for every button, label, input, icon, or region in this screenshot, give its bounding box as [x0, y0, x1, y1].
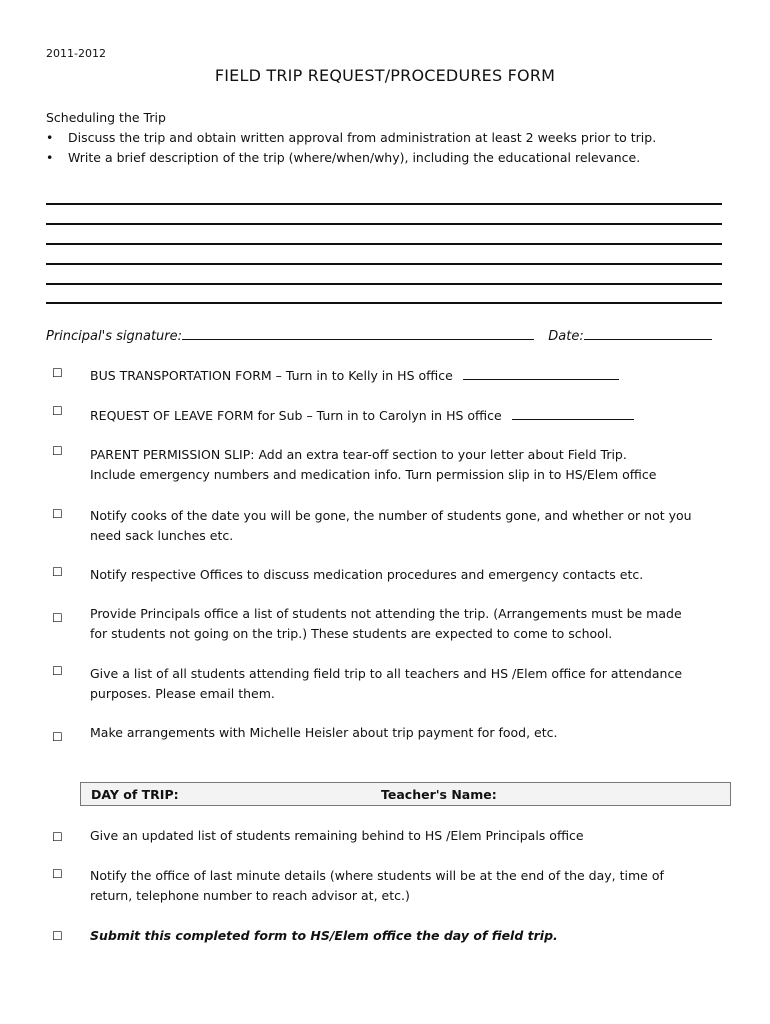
checkbox[interactable]: ☐	[52, 929, 63, 943]
leave-form-blank[interactable]	[512, 407, 634, 420]
checkbox[interactable]: ☐	[52, 444, 63, 458]
checkbox[interactable]: ☐	[52, 404, 63, 418]
scheduling-bullet-1: • Discuss the trip and obtain written approval from administration at least 2 weeks prior to trip.	[46, 130, 657, 145]
description-line-1[interactable]	[46, 203, 722, 205]
school-year: 2011-2012	[46, 47, 106, 60]
description-line-5[interactable]	[46, 283, 722, 285]
bus-form-blank[interactable]	[463, 367, 619, 380]
bullet-glyph: •	[46, 130, 54, 145]
principal-signature-field[interactable]	[182, 326, 534, 340]
checkbox[interactable]: ☐	[52, 867, 63, 881]
checklist-item-updated-list: Give an updated list of students remaining behind to HS /Elem Principals office	[90, 828, 584, 843]
checkbox[interactable]: ☐	[52, 611, 63, 625]
checklist-item-permission-slip: PARENT PERMISSION SLIP: Add an extra tear-off section to your letter about Field Trip. Include emergency numbers and medication info. Turn permission slip in to HS/Elem office	[90, 447, 657, 482]
bullet-glyph: •	[46, 150, 54, 165]
date-field[interactable]	[584, 326, 712, 340]
principal-signature-label: Principal's signature:	[46, 329, 183, 344]
description-line-2[interactable]	[46, 223, 722, 225]
checkbox[interactable]: ☐	[52, 664, 63, 678]
day-of-trip-label: DAY of TRIP:	[91, 787, 179, 802]
checklist-item-bus-form: BUS TRANSPORTATION FORM – Turn in to Kelly in HS office	[90, 366, 730, 386]
checklist-item-principals-list: Provide Principals office a list of students not attending the trip. (Arrangements must be made for students not going on the trip.) These students are expected to come to school.	[90, 606, 682, 641]
checkbox[interactable]: ☐	[52, 366, 63, 380]
teacher-name-label: Teacher's Name:	[381, 787, 497, 802]
form-title: FIELD TRIP REQUEST/PROCEDURES FORM	[214, 66, 556, 85]
checkbox[interactable]: ☐	[52, 830, 63, 844]
checkbox[interactable]: ☐	[52, 565, 63, 579]
checkbox[interactable]: ☐	[52, 730, 63, 744]
checkbox[interactable]: ☐	[52, 507, 63, 521]
description-line-4[interactable]	[46, 263, 722, 265]
date-label: Date:	[548, 329, 584, 344]
checklist-item-submit-form: Submit this completed form to HS/Elem office the day of field trip.	[90, 928, 558, 943]
checklist-item-notify-cooks: Notify cooks of the date you will be gone, the number of students gone, and whether or not you need sack lunches etc.	[90, 508, 692, 543]
day-of-trip-box	[80, 782, 731, 806]
checklist-item-last-minute-details: Notify the office of last minute details (where students will be at the end of the day, time of return, telephone number to reach advisor at, etc.)	[90, 868, 664, 903]
checklist-item-trip-payment: Make arrangements with Michelle Heisler about trip payment for food, etc.	[90, 725, 558, 740]
description-line-6[interactable]	[46, 302, 722, 304]
checklist-item-notify-offices: Notify respective Offices to discuss medication procedures and emergency contacts etc.	[90, 567, 644, 582]
checklist-item-leave-form: REQUEST OF LEAVE FORM for Sub – Turn in to Carolyn in HS office	[90, 406, 730, 426]
description-line-3[interactable]	[46, 243, 722, 245]
scheduling-heading: Scheduling the Trip	[46, 110, 166, 125]
signature-row	[46, 326, 712, 344]
checklist-item-attendance-list: Give a list of all students attending field trip to all teachers and HS /Elem office for attendance purposes. Please email them.	[90, 666, 683, 701]
scheduling-bullet-2: • Write a brief description of the trip (where/when/why), including the educational relevance.	[46, 150, 641, 165]
